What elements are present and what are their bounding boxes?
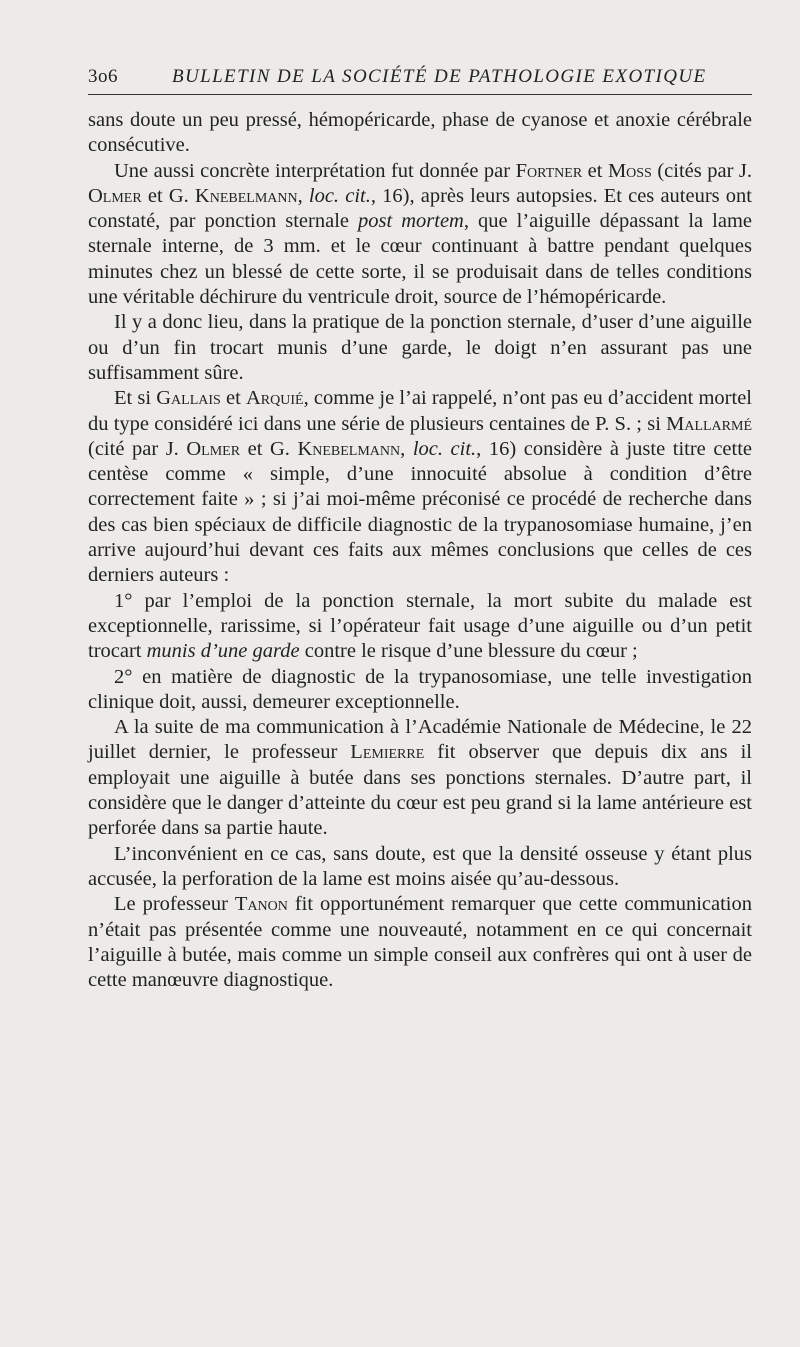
author-name: Gallais [156,387,221,410]
paragraph-gallais-arquie: Et si Gallais et Arquié, comme je l’ai rappelé, n’ont pas eu d’accident mortel du type considéré ici dans une série de plusieurs centaines de P. S. ; si Mallarmé (cité par J. Olmer et G. Knebelmann, loc. cit., 16) considère à juste titre cette centèse comme « simple, d’une innocuité absolue à condition d’être correctement faite » ; si j’ai moi-même préconisé ce procédé de recherche dans des cas bien spéciaux de difficile diagnostic de la trypanosomiase humaine, j’en arrive aujourd’hui devant ces faits aux mêmes conclusions que celles de ces derniers auteurs : [88,387,753,587]
paragraph-lemierre: A la suite de ma communication à l’Académie Nationale de Médecine, le 22 juillet dernier, le professeur Lemierre fit observer que depuis dix ans il employait une aiguille à butée dans ses ponctions sternales. D’autre part, il considère que le danger d’atteinte du cœur est peu grand si la lame antérieure est perforée dans sa partie haute. [88,716,752,840]
author-name: Mallarmé [666,412,752,435]
citation-loc-cit: loc. cit. [412,437,477,460]
body-text [88,108,752,993]
author-name: Moss [607,159,652,182]
author-name: Olmer [88,184,142,207]
author-name: Fortner [515,159,583,182]
conclusion-item-1: 1° par l’emploi de la ponction sternale, la mort subite du malade est exceptionnelle, rarissime, si l’opérateur fait usage d’une aiguille ou d’un petit trocart munis d’une garde contre le risque d’une blessure du cœur ; [88,589,752,663]
emphasis: munis d’une garde [146,640,300,663]
paragraph-continuation: sans doute un peu pressé, hémopéricarde, phase de cyanose et anoxie cérébrale consécutive. [88,109,752,157]
author-name: Lemierre [350,741,425,764]
latin-term: post mortem [358,210,464,233]
page-number: 3o6 [88,66,118,87]
author-name: Knebelmann [297,437,401,460]
author-name: Arquié [245,387,304,410]
citation-loc-cit: loc. cit. [308,184,371,207]
paragraph-tanon: Le professeur Tanon fit opportunément remarquer que cette communication n’était pas présentée comme une nouveauté, notamment en ce qui concernait l’aiguille à butée, mais comme un simple conseil aux confrères qui ont à user de cette manœuvre diagnostique. [88,893,752,992]
paragraph-garde: Il y a donc lieu, dans la pratique de la ponction sternale, d’user d’une aiguille ou d’un fin trocart munis d’une garde, le doigt n’en assurant pas une suffisamment sûre. [88,311,752,384]
conclusion-item-2: 2° en matière de diagnostic de la trypanosomiase, une telle investigation clinique doit, aussi, demeurer exceptionnelle. [88,665,752,713]
paragraph-inconvenient: L’inconvénient en ce cas, sans doute, est que la densité osseuse y étant plus accusée, la perforation de la lame est moins aisée qu’au-dessous. [88,842,752,890]
author-name: Olmer [186,437,241,460]
author-name: Knebelmann [194,184,298,207]
running-title: BULLETIN DE LA SOCIÉTÉ DE PATHOLOGIE EXOTIQUE [172,66,707,87]
header-rule [88,94,752,95]
page-header [88,62,752,90]
paragraph-fortner-moss: Une aussi concrète interprétation fut donnée par Fortner et Moss (cités par J. Olmer et G. Knebelmann, loc. cit., 16), après leurs autopsies. Et ces auteurs ont constaté, par ponction sternale post mortem, que l’aiguille dépassant la lame sternale interne, de 3 mm. et le cœur continuant à battre pendant quelques minutes chez un blessé de cette sorte, il se produisait dans de telles conditions une véritable déchirure du ventricule droit, source de l’hémopéricarde. [88,159,753,309]
author-name: Tanon [234,893,288,916]
